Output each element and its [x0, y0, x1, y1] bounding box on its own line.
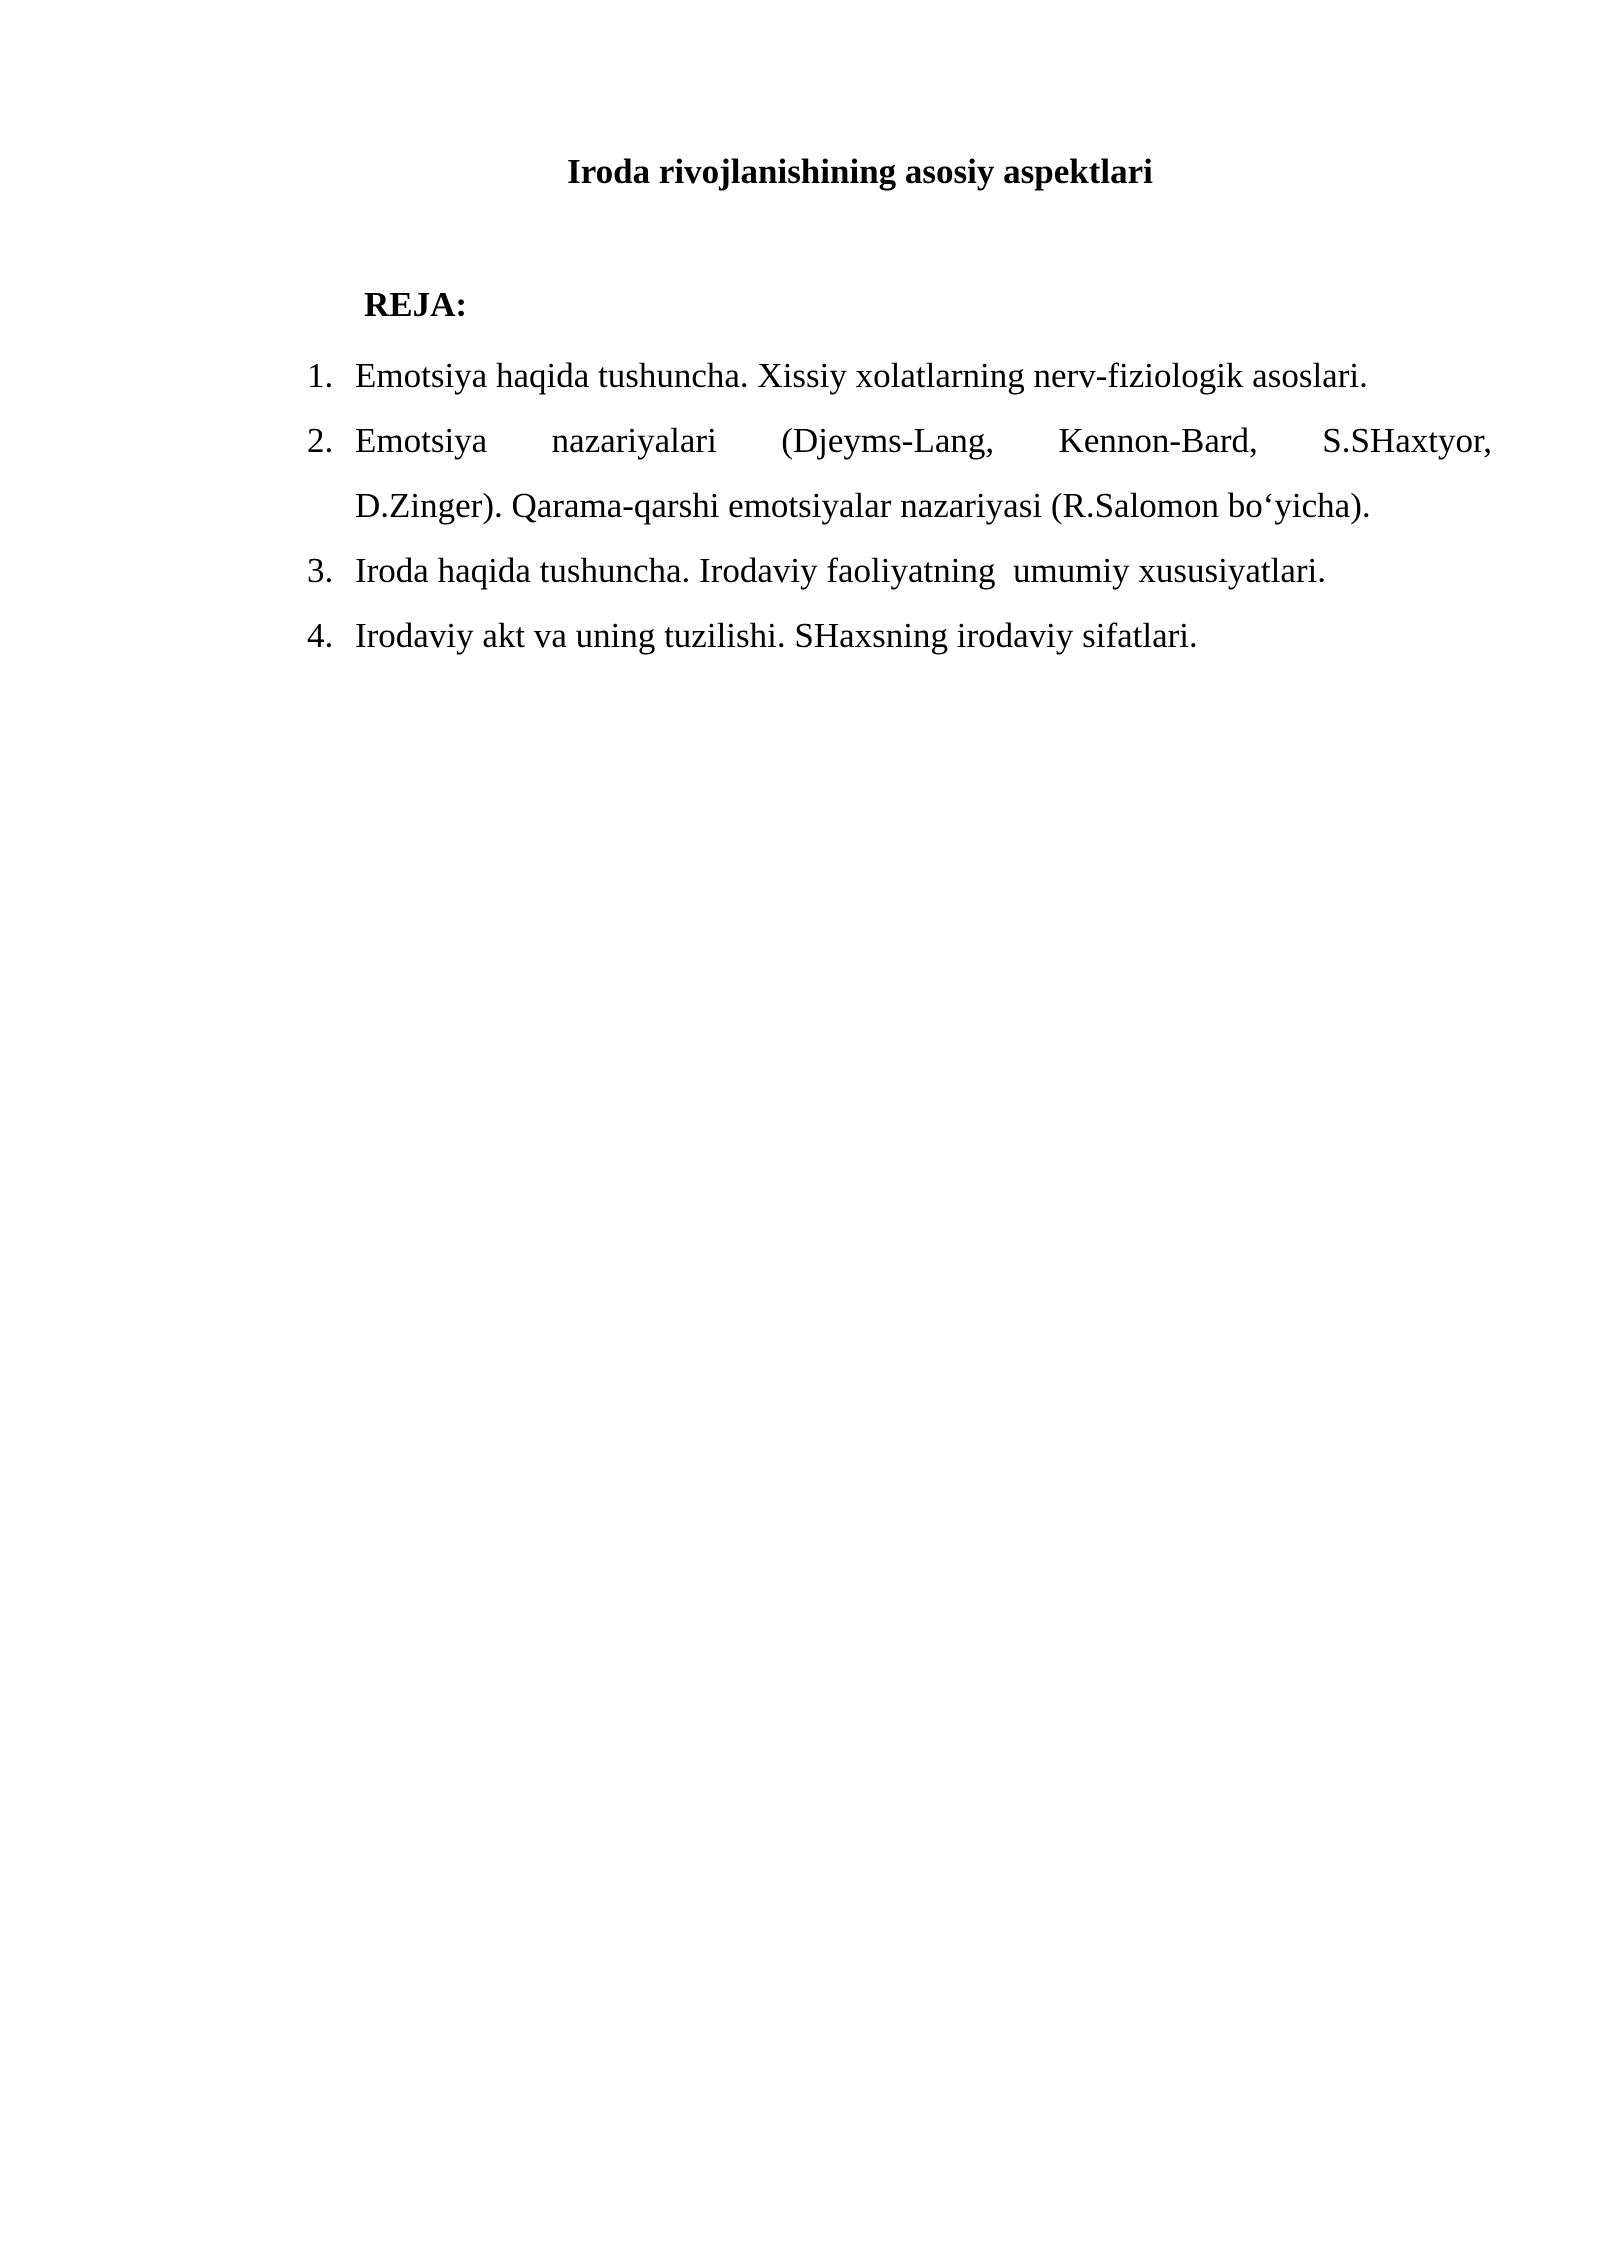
list-item-text-line-1 — [355, 408, 1492, 473]
list-item-text: Iroda haqida tushuncha. Irodaviy faoliyatning umumiy xususiyatlari. — [355, 551, 1327, 590]
word: (Djeyms-Lang, — [781, 421, 995, 460]
word: Emotsiya — [355, 421, 488, 460]
word: nazariyalari — [551, 421, 717, 460]
list-item — [297, 408, 1497, 538]
list-item — [297, 603, 1497, 668]
list-item-number: 2. — [307, 421, 334, 460]
list-item — [297, 538, 1497, 603]
list-item-number: 3. — [307, 551, 334, 590]
word: S.SHaxtyor, — [1322, 421, 1492, 460]
list-item-text: Irodaviy akt va uning tuzilishi. SHaxsning irodaviy sifatlari. — [355, 616, 1198, 655]
word: Kennon-Bard, — [1058, 421, 1258, 460]
plan-list — [297, 343, 1497, 668]
list-item-number: 1. — [307, 356, 334, 395]
list-item-text-line-2: D.Zinger). Qarama-qarshi emotsiyalar nazariyasi (R.Salomon bo‘yicha). — [355, 486, 1371, 525]
list-item-number: 4. — [307, 616, 334, 655]
list-item — [297, 343, 1497, 408]
list-item-text: Emotsiya haqida tushuncha. Xissiy xolatlarning nerv-fiziologik asoslari. — [355, 356, 1368, 395]
document-title: Iroda rivojlanishining asosiy aspektlari — [567, 152, 1153, 191]
plan-heading: REJA: — [364, 285, 468, 324]
list-item-text — [355, 408, 1492, 538]
